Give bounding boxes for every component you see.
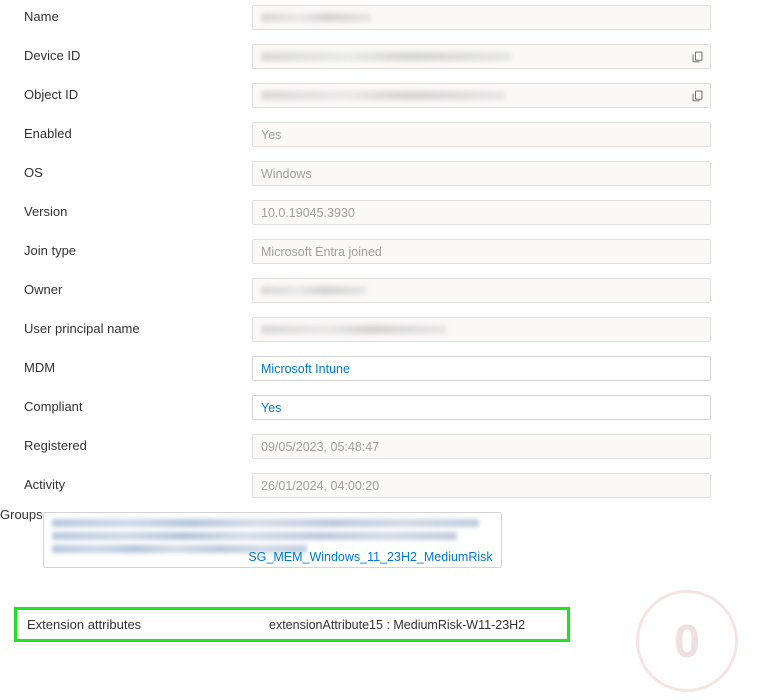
property-row-name	[0, 0, 780, 39]
extension-attributes-highlight	[14, 607, 570, 642]
property-row-owner	[0, 273, 780, 312]
extension-attributes-value: extensionAttribute15 : MediumRisk-W11-23H2	[269, 617, 526, 632]
property-row-mdm	[0, 351, 780, 390]
property-row-version	[0, 195, 780, 234]
field-value-registered[interactable]	[252, 434, 711, 459]
redacted-value-object-id	[261, 91, 506, 100]
field-value-join-type[interactable]	[252, 239, 711, 264]
field-value-object-id[interactable]	[252, 83, 711, 108]
field-value-name[interactable]	[252, 5, 711, 30]
field-label-enabled: Enabled	[24, 126, 72, 141]
property-row-join-type	[0, 234, 780, 273]
field-value-device-id[interactable]	[252, 44, 711, 69]
redacted-group-line-2	[52, 532, 458, 540]
redacted-value-name	[261, 13, 371, 22]
field-value-activity[interactable]	[252, 473, 711, 498]
field-label-activity: Activity	[24, 477, 66, 492]
redacted-group-line-1	[52, 519, 480, 527]
field-label-version: Version	[24, 204, 68, 219]
redacted-value-owner	[261, 286, 366, 295]
field-label-os: OS	[24, 165, 43, 180]
copy-icon-object-id[interactable]	[687, 86, 707, 105]
copy-icon-device-id[interactable]	[687, 47, 707, 66]
field-label-join-type: Join type	[24, 243, 77, 258]
watermark-logo	[636, 590, 738, 692]
watermark-glyph: 0	[674, 615, 700, 667]
field-value-owner[interactable]	[252, 278, 711, 303]
mdm-value-link[interactable]: Microsoft Intune	[261, 361, 350, 376]
field-label-device-id: Device ID	[24, 48, 81, 63]
property-row-activity	[0, 468, 780, 507]
activity-value-text: 26/01/2024, 04:00:20	[261, 478, 380, 493]
field-label-mdm: MDM	[24, 360, 56, 375]
property-row-enabled	[0, 117, 780, 156]
redacted-value-device-id	[261, 52, 511, 61]
registered-value-text: 09/05/2023, 05:48:47	[261, 439, 380, 454]
field-value-groups[interactable]	[43, 512, 502, 568]
property-row-object-id	[0, 78, 780, 117]
field-label-owner: Owner	[24, 282, 63, 297]
os-value-text: Windows	[261, 166, 312, 181]
field-value-version[interactable]	[252, 200, 711, 225]
property-row-groups	[0, 507, 780, 569]
property-row-upn	[0, 312, 780, 351]
field-value-upn[interactable]	[252, 317, 711, 342]
compliant-value-link[interactable]: Yes	[261, 400, 282, 415]
field-label-groups: Groups	[0, 507, 43, 522]
property-row-os	[0, 156, 780, 195]
join-type-value-text: Microsoft Entra joined	[261, 244, 382, 259]
field-value-enabled[interactable]	[252, 122, 711, 147]
enabled-value-text: Yes	[261, 127, 282, 142]
version-value-text: 10.0.19045.3930	[261, 205, 355, 220]
field-label-upn: User principal name	[24, 321, 140, 336]
field-label-object-id: Object ID	[24, 87, 79, 102]
field-value-compliant[interactable]	[252, 395, 711, 420]
property-row-registered	[0, 429, 780, 468]
property-row-device-id	[0, 39, 780, 78]
field-value-os[interactable]	[252, 161, 711, 186]
field-value-mdm[interactable]	[252, 356, 711, 381]
field-label-extension-attributes: Extension attributes	[27, 617, 142, 632]
group-link-mediumrisk[interactable]: SG_MEM_Windows_11_23H2_MediumRisk	[248, 550, 493, 564]
redacted-value-upn	[261, 325, 446, 334]
field-label-compliant: Compliant	[24, 399, 83, 414]
field-label-registered: Registered	[24, 438, 87, 453]
property-row-compliant	[0, 390, 780, 429]
field-label-name: Name	[24, 9, 59, 24]
